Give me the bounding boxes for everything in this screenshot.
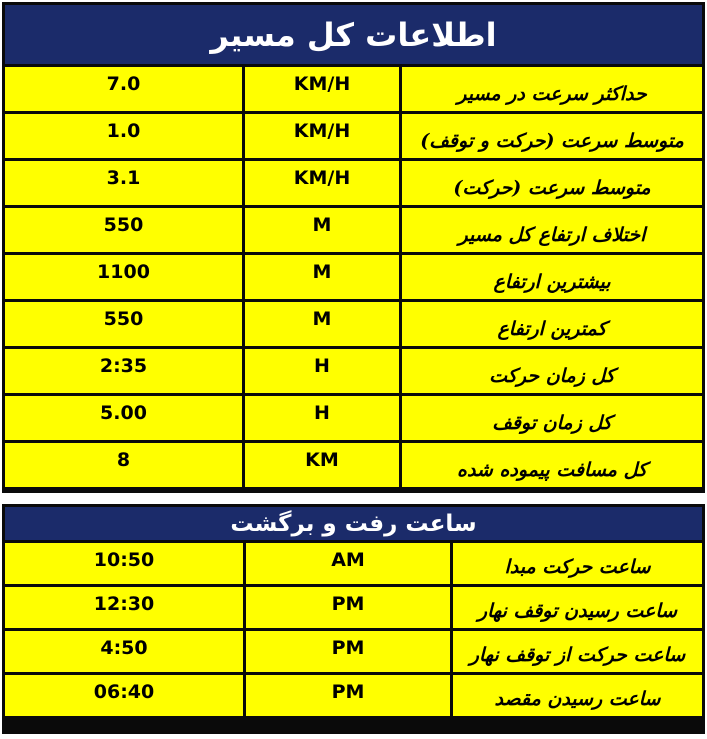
unit-cell: KM: [245, 443, 399, 487]
label-cell: متوسط سرعت (حرکت و توقف): [402, 114, 702, 158]
unit-cell: M: [245, 302, 399, 346]
label-cell: ساعت رسیدن توقف نهار: [453, 587, 702, 628]
table-row: [5, 543, 702, 584]
value-cell: 06:40: [5, 675, 243, 716]
unit-cell: KM/H: [245, 67, 399, 111]
value-cell: 550: [5, 208, 242, 252]
table-row: [5, 631, 702, 672]
route-info-rows: [5, 67, 702, 487]
unit-cell: KM/H: [245, 161, 399, 205]
table-row: [5, 67, 702, 111]
table-row: [5, 443, 702, 487]
value-cell: 3.1: [5, 161, 242, 205]
table-row: [5, 302, 702, 346]
label-cell: اختلاف ارتفاع کل مسیر: [402, 208, 702, 252]
table-row: [5, 675, 702, 716]
value-cell: 12:30: [5, 587, 243, 628]
schedule-title: ساعت رفت و برگشت: [5, 507, 702, 543]
table-row: [5, 396, 702, 440]
value-cell: 5.00: [5, 396, 242, 440]
unit-cell: H: [245, 396, 399, 440]
unit-cell: KM/H: [245, 114, 399, 158]
label-cell: ساعت حرکت از توقف نهار: [453, 631, 702, 672]
label-cell: کمترین ارتفاع: [402, 302, 702, 346]
label-cell: کل مسافت پیموده شده: [402, 443, 702, 487]
label-cell: متوسط سرعت (حرکت): [402, 161, 702, 205]
label-cell: کل زمان حرکت: [402, 349, 702, 393]
value-cell: 8: [5, 443, 242, 487]
route-info-table: [2, 2, 705, 493]
schedule-rows: [5, 543, 702, 716]
unit-cell: H: [245, 349, 399, 393]
value-cell: 7.0: [5, 67, 242, 111]
table-row: [5, 208, 702, 252]
label-cell: ساعت حرکت مبدا: [453, 543, 702, 584]
label-cell: بیشترین ارتفاع: [402, 255, 702, 299]
value-cell: 1100: [5, 255, 242, 299]
table-row: [5, 161, 702, 205]
table-row: [5, 349, 702, 393]
unit-cell: PM: [246, 675, 450, 716]
value-cell: 2:35: [5, 349, 242, 393]
value-cell: 550: [5, 302, 242, 346]
unit-cell: M: [245, 255, 399, 299]
route-info-title: اطلاعات کل مسیر: [5, 5, 702, 67]
unit-cell: AM: [246, 543, 450, 584]
table-row: [5, 587, 702, 628]
schedule-table: [2, 504, 705, 734]
label-cell: کل زمان توقف: [402, 396, 702, 440]
unit-cell: PM: [246, 587, 450, 628]
unit-cell: PM: [246, 631, 450, 672]
table-row: [5, 255, 702, 299]
unit-cell: M: [245, 208, 399, 252]
table-row: [5, 114, 702, 158]
value-cell: 1.0: [5, 114, 242, 158]
label-cell: حداکثر سرعت در مسیر: [402, 67, 702, 111]
label-cell: ساعت رسیدن مقصد: [453, 675, 702, 716]
value-cell: 10:50: [5, 543, 243, 584]
value-cell: 4:50: [5, 631, 243, 672]
